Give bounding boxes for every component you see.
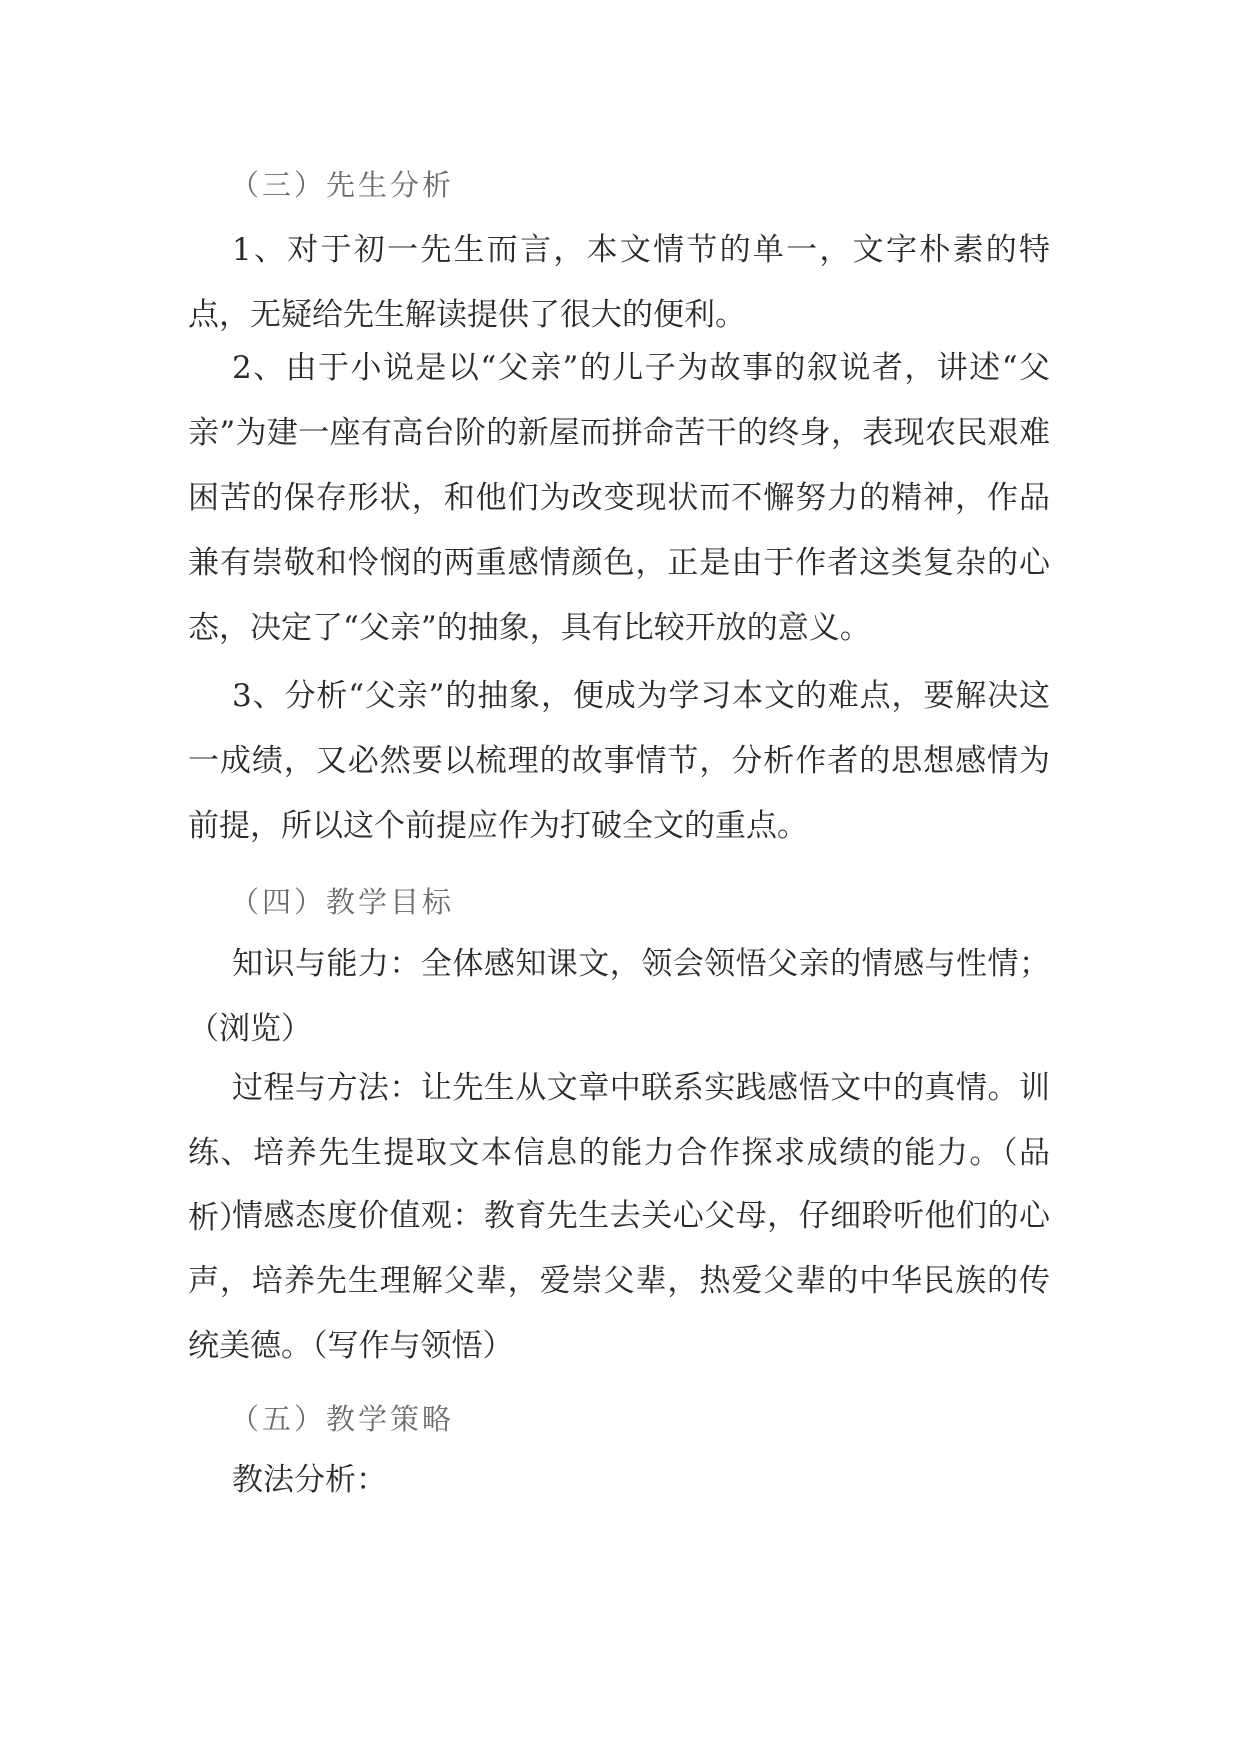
section-heading-4: （四）教学目标 (230, 885, 455, 919)
paragraph-4-3: 情感态度价值观：教育先生去关心父母，仔细聆听他们的心声，培养先生理解父辈，爱崇父辈，热爱父辈的中华民族的传统美德。（写作与领悟） (188, 1198, 1050, 1364)
paragraph-5-1: 教法分析： (232, 1462, 387, 1498)
paragraph-4-1: 知识与能力：全体感知课文，领会领悟父亲的情感与性情；（浏览） (188, 946, 1050, 1047)
paragraph-3-2: 2、由于小说是以“父亲”的儿子为故事的叙说者，讲述“父亲”为建一座有高台阶的新屋而拼命苦干的终身，表现农民艰难困苦的保存形状，和他们为改变现状而不懈努力的精神，作品兼有崇敬和怜悯的两重感情颜色，正是由于作者这类复杂的心态，决定了“父亲”的抽象，具有比较开放的意义。 (188, 350, 1050, 646)
paragraph-3-3: 3、分析“父亲”的抽象，便成为学习本文的难点，要解决这一成绩，又必然要以梳理的故事情节，分析作者的思想感情为前提，所以这个前提应作为打破全文的重点。 (188, 678, 1050, 844)
paragraph-4-2: 过程与方法：让先生从文章中联系实践感悟文中的真情。训练、培养先生提取文本信息的能力合作探求成绩的能力。（品析） (188, 1070, 1050, 1236)
section-heading-5: （五）教学策略 (230, 1402, 455, 1436)
section-heading-3: （三）先生分析 (230, 168, 455, 202)
paragraph-3-1: 1、对于初一先生而言，本文情节的单一，文字朴素的特点，无疑给先生解读提供了很大的便利。 (188, 232, 1050, 333)
